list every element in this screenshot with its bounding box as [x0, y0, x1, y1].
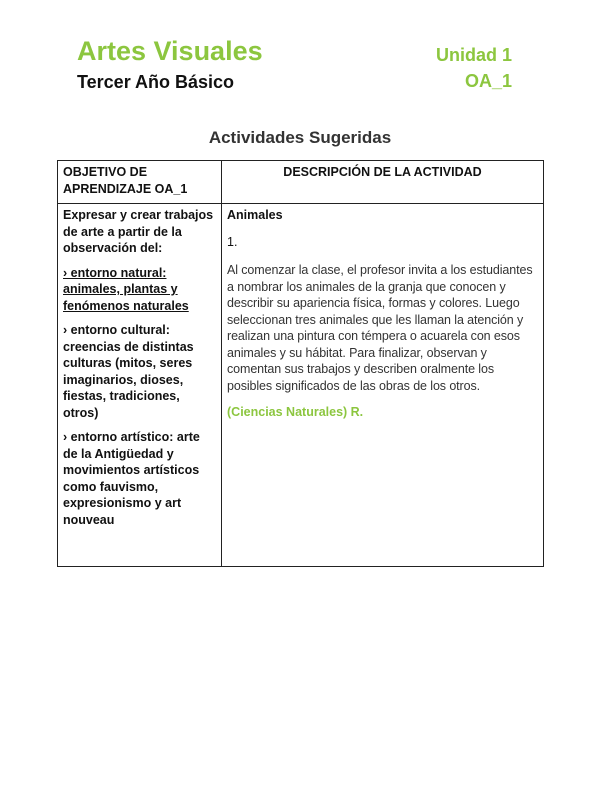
- description-column-header: DESCRIPCIÓN DE LA ACTIVIDAD: [222, 161, 544, 204]
- objective-cell: [58, 204, 222, 567]
- header-right: [436, 44, 512, 92]
- objective-intro: Expresar y crear trabajos de arte a partir de la observación del:: [63, 208, 214, 255]
- grade-title: Tercer Año Básico: [77, 72, 235, 92]
- table-row: [58, 204, 544, 567]
- objective-item-artistic: › entorno artístico: arte de la Antigüedad y movimientos artísticos como fauvismo, expresionismo y art nouveau: [63, 430, 200, 527]
- subject-title: Artes Visuales: [77, 36, 263, 66]
- activity-number: 1.: [227, 234, 238, 249]
- objective-item-natural: › entorno natural: animales, plantas y fenómenos naturales: [63, 265, 189, 313]
- objective-column-header: OBJETIVO DE APRENDIZAJE OA_1: [58, 161, 222, 204]
- unit-label: Unidad 1: [435, 45, 512, 65]
- activity-title: Animales: [227, 208, 283, 222]
- activity-description: Al comenzar la clase, el profesor invita a los estudiantes a nombrar los animales de la granja que conocen y describir su apariencia física, formas y colores. Luego seleccionan tres animales que les llaman la atención y realizan una pintura con témpera o acuarela con esos animales y su hábitat. Para finalizar, observan y comentan sus trabajos y describen oralmente los posibles significados de las obras de los otros.: [227, 263, 533, 393]
- activity-cell: [222, 204, 544, 567]
- activity-reference: (Ciencias Naturales) R.: [227, 405, 364, 419]
- section-title: Actividades Sugeridas: [208, 128, 392, 147]
- oa-label: OA_1: [464, 71, 512, 91]
- activities-table: [57, 160, 544, 567]
- header-left: [77, 35, 263, 93]
- objective-item-cultural: › entorno cultural: creencias de distintas culturas (mitos, seres imaginarios, dioses, fiestas, tradiciones, otros): [63, 323, 194, 420]
- table-header-row: [58, 161, 544, 204]
